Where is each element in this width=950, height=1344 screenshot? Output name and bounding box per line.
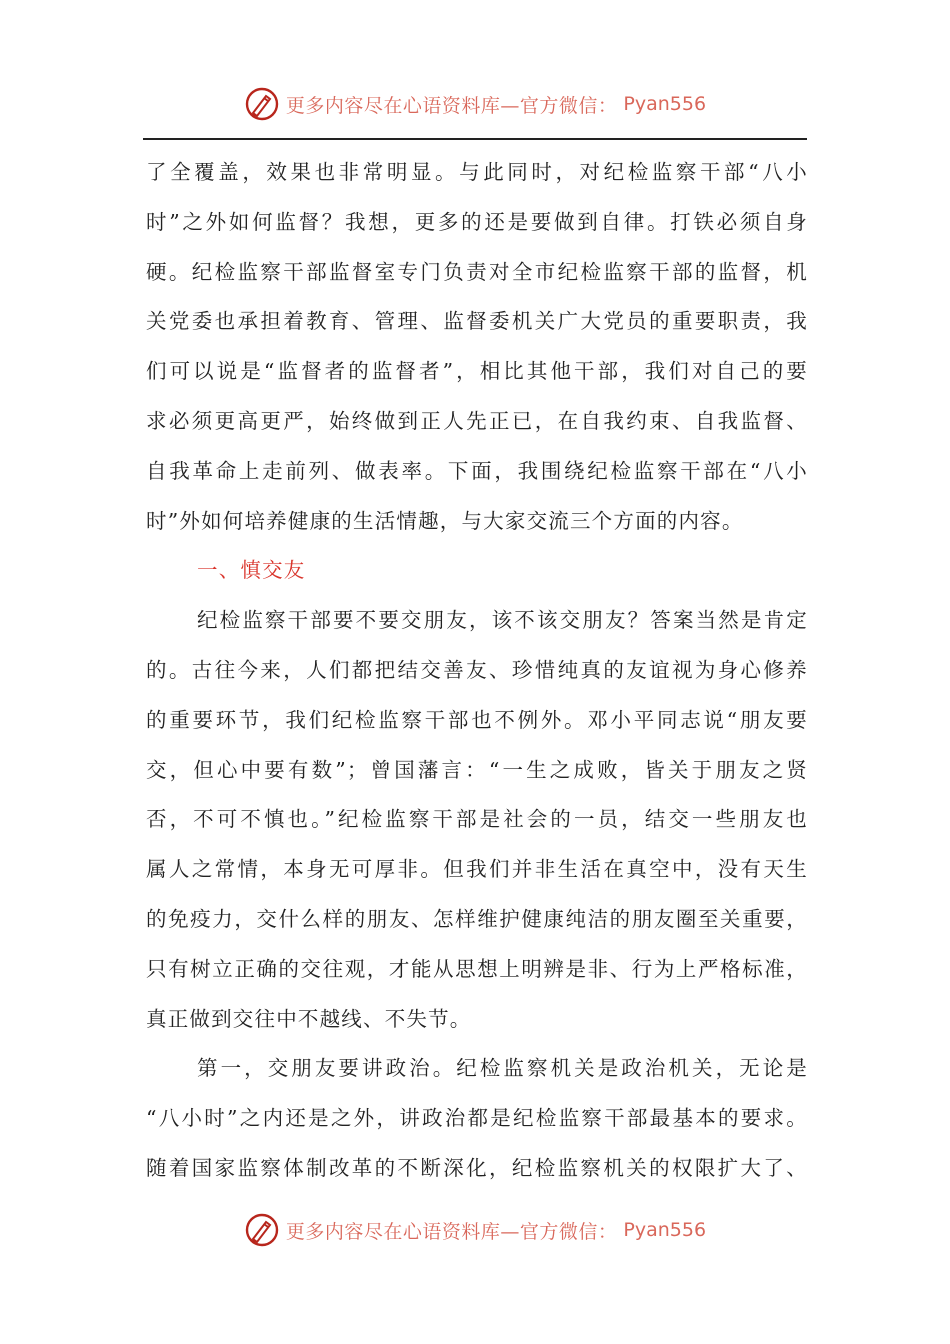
pen-logo-icon — [244, 86, 280, 122]
text-line: 只有树立正确的交往观，才能从思想上明辨是非、行为上严格标准， — [146, 956, 808, 981]
text-line: 们可以说是“监督者的监督者”，相比其他干部，我们对自己的要 — [146, 359, 808, 384]
text-line: 求必须更高更严，始终做到正人先正已，在自我约束、自我监督、 — [146, 408, 808, 433]
footer-banner-content — [244, 1212, 706, 1248]
banner-wechat-id: Pyan556 — [623, 93, 707, 115]
text-line: 真正做到交往中不越线、不失节。 — [146, 1006, 472, 1031]
text-line: 第一，交朋友要讲政治。纪检监察机关是政治机关，无论是 — [197, 1056, 808, 1081]
text-line: 时”外如何培养健康的生活情趣，与大家交流三个方面的内容。 — [146, 508, 744, 533]
text-line: 硬。纪检监察干部监督室专门负责对全市纪检监察干部的监督，机 — [146, 259, 808, 284]
text-line: 的免疫力，交什么样的朋友、怎样维护健康纯洁的朋友圈至关重要， — [146, 906, 808, 931]
text-line: 自我革命上走前列、做表率。下面，我围绕纪检监察干部在“八小 — [146, 458, 808, 483]
text-line: 的重要环节，我们纪检监察干部也不例外。邓小平同志说“朋友要 — [146, 707, 808, 732]
pen-logo-icon — [244, 1212, 280, 1248]
text-line: 关党委也承担着教育、管理、监督委机关广大党员的重要职责，我 — [146, 309, 808, 334]
header-banner — [0, 82, 950, 126]
text-line: 纪检监察干部要不要交朋友，该不该交朋友？答案当然是肯定 — [197, 608, 808, 633]
footer-banner — [0, 1208, 950, 1252]
text-line: 的。古往今来，人们都把结交善友、珍惜纯真的友谊视为身心修养 — [146, 657, 808, 682]
text-line: 随着国家监察体制改革的不断深化，纪检监察机关的权限扩大了、 — [146, 1155, 808, 1180]
text-line: “八小时”之内还是之外，讲政治都是纪检监察干部最基本的要求。 — [146, 1106, 808, 1131]
text-line: 时”之外如何监督？我想，更多的还是要做到自律。打铁必须自身 — [146, 209, 808, 234]
header-banner-content — [244, 86, 706, 122]
text-line: 属人之常情，本身无可厚非。但我们并非生活在真空中，没有天生 — [146, 857, 808, 882]
document-body — [146, 148, 808, 1194]
text-line: 了全覆盖，效果也非常明显。与此同时，对纪检监察干部“八小 — [146, 160, 808, 184]
banner-wechat-id: Pyan556 — [623, 1219, 707, 1241]
text-line: 否，不可不慎也。”纪检监察干部是社会的一员，结交一些朋友也 — [146, 807, 808, 832]
banner-text: 更多内容尽在心语资料库—官方微信： — [285, 1220, 618, 1243]
header-divider — [143, 138, 807, 140]
section-heading: 一、慎交友 — [197, 558, 306, 583]
text-line: 交，但心中要有数”；曾国藩言：“一生之成败，皆关于朋友之贤 — [146, 757, 808, 782]
banner-text: 更多内容尽在心语资料库—官方微信： — [285, 94, 618, 117]
